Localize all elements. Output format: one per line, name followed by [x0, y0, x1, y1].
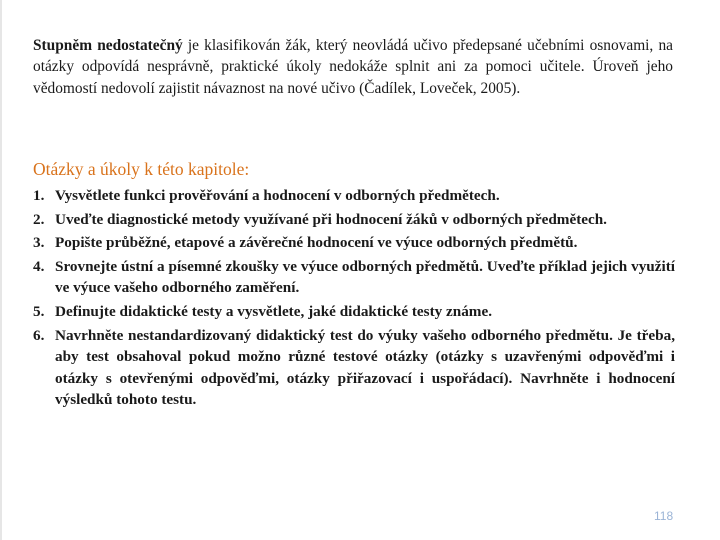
page-number: 118 [654, 509, 674, 523]
task-item [33, 301, 675, 323]
task-text: Uveďte diagnostické metody využívané při hodnocení žáků v odborných předmětech. [55, 210, 607, 228]
intro-bold-lead: Stupněm nedostatečný [33, 37, 183, 54]
task-item [33, 209, 675, 231]
task-item [33, 185, 675, 207]
task-number: 6. [33, 326, 45, 344]
task-item [33, 232, 675, 254]
section-heading: Otázky a úkoly k této kapitole: [33, 159, 250, 179]
task-text: Definujte didaktické testy a vysvětlete, jaké didaktické testy známe. [55, 302, 492, 320]
task-item [33, 325, 675, 411]
task-text: Popište průběžné, etapové a závěrečné hodnocení ve výuce odborných předmětů. [55, 234, 578, 252]
task-list [33, 185, 675, 413]
task-number: 4. [33, 257, 45, 275]
task-number: 5. [33, 302, 45, 320]
task-text: Vysvětlete funkci prověřování a hodnocení v odborných předmětech. [55, 187, 500, 204]
task-text: Navrhněte nestandardizovaný didaktický test do výuky vašeho odborného předmětu. Je třeba, aby test obsahoval pokud možno různé testové otázky (otázky s uzavřenými odpověďmi i otázky s otevřenými odpověďmi, otázky přiřazovací i uspořádací). Navrhněte i hodnocení výsledků tohoto testu. [55, 326, 675, 409]
task-number: 3. [33, 234, 45, 252]
intro-text: je klasifikován žák, který neovládá učivo předepsané učebními osnovami, na otázky odpovídá nesprávně, praktické úkoly nedokáže splnit ani za pomoci učitele. Úroveň jeho vědomostí nedovolí zajistit návaznost na nové učivo (Čadílek, Loveček, 2005). [33, 37, 673, 97]
intro-paragraph [33, 35, 673, 99]
task-item [33, 256, 675, 299]
task-number: 1. [33, 187, 45, 204]
task-number: 2. [33, 210, 45, 228]
task-text: Srovnejte ústní a písemné zkoušky ve výuce odborných předmětů. Uveďte příklad jejich využití ve výuce vašeho odborného zaměření. [55, 257, 675, 297]
